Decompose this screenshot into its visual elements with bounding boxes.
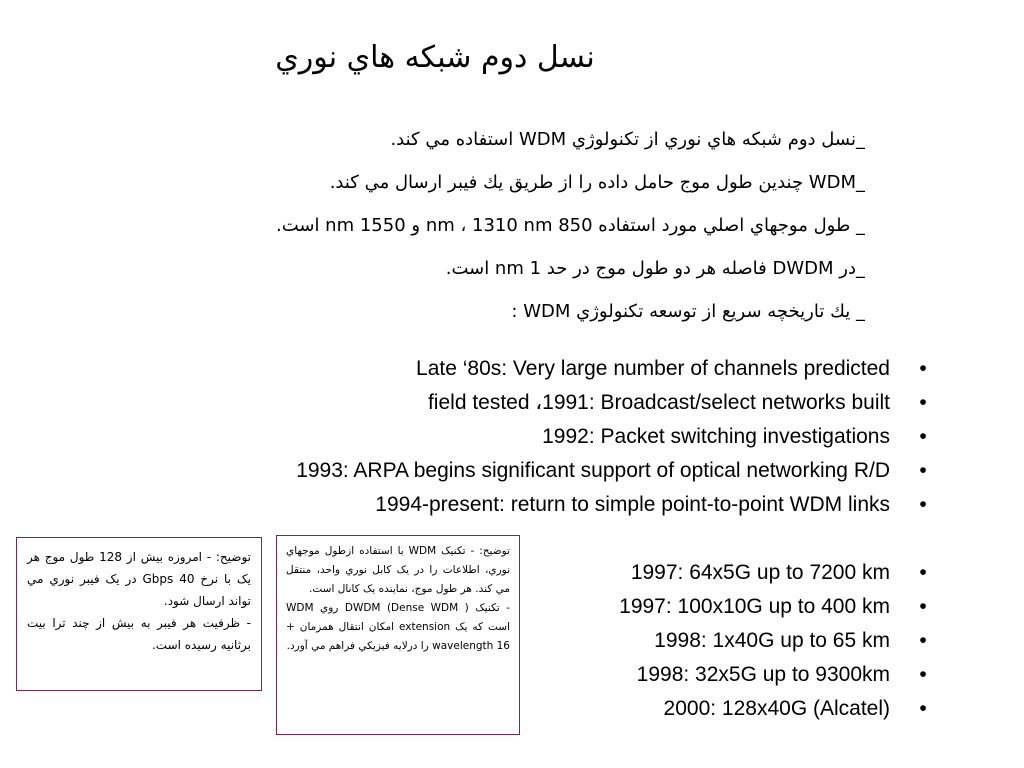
- bullet-dot: •: [919, 663, 927, 686]
- bullet-dot: •: [919, 391, 927, 414]
- persian-line-1: _نسل دوم شبكه هاي نوري از تكنولوژي WDM استفاده مي كند.: [390, 129, 865, 150]
- history-bullet-list: [100, 352, 930, 522]
- record-bullet: [540, 658, 930, 692]
- bullet-dot: •: [919, 459, 927, 482]
- bullet-dot: •: [919, 357, 927, 380]
- history-bullet: [100, 454, 930, 488]
- note-box-wdm-dwdm: [276, 535, 520, 735]
- bullet-dot: •: [919, 629, 927, 652]
- history-bullet-text: field tested ،1991: Broadcast/select networks built: [427, 391, 890, 414]
- note-box-capacity: [16, 537, 262, 691]
- persian-line-4: _در DWDM فاصله هر دو طول موج در حد 1 nm است.: [445, 258, 865, 279]
- history-bullet: [100, 488, 930, 522]
- bullet-dot: •: [919, 697, 927, 720]
- record-bullet-text: 1997: 64x5G up to 7200 km: [630, 561, 890, 584]
- history-bullet-text: 1992: Packet switching investigations: [542, 425, 890, 448]
- bullet-dot: •: [919, 561, 927, 584]
- persian-line-2: _WDM چندين طول موج حامل داده را از طريق يك فيبر ارسال مي كند.: [329, 172, 865, 193]
- record-bullet-text: 1997: 100x10G up to 400 km: [619, 595, 890, 618]
- bullet-dot: •: [919, 493, 927, 516]
- record-bullet: [540, 590, 930, 624]
- record-bullet-text: 2000: 128x40G (Alcatel): [663, 697, 890, 720]
- persian-text-block: [150, 118, 865, 333]
- note-left-line-1: توضيح: - امروزه بيش از 128 طول موج هر یک با نرخ 40 Gbps در یک فيبر نوري مي تواند ارسال شود.: [27, 550, 251, 608]
- bullet-dot: •: [919, 595, 927, 618]
- record-bullet: [540, 692, 930, 726]
- record-bullet-text: 1998: 1x40G up to 65 km: [654, 629, 890, 652]
- persian-line-3: _ طول موجهاي اصلي مورد استفاده 850 nm ، 1310 nm و 1550 nm است.: [275, 215, 865, 236]
- record-bullet-text: 1998: 32x5G up to 9300km: [636, 663, 890, 686]
- record-bullet: [540, 556, 930, 590]
- history-bullet-text: Late ‘80s: Very large number of channels predicted: [416, 357, 890, 380]
- history-bullet-text: 1994-present: return to simple point-to-point WDM links: [375, 493, 890, 516]
- note-left-line-2: - ظرفيت هر فيبر به بيش از چند ترا بيت برثانيه رسيده است.: [27, 616, 251, 652]
- history-bullet: [100, 420, 930, 454]
- persian-line-5: _ يك تاريخچه سريع از توسعه تكنولوژي WDM :: [511, 301, 865, 322]
- note-right-line-2: - تکنيک ( DWDM (Dense WDM روي WDM است كه یک extension امكان انتقال همزمان + wavelength 16 را درلايه فيزيكي فراهم مي آورد.: [286, 602, 510, 652]
- slide-title: نسل دوم شبكه هاي نوري: [275, 40, 595, 75]
- records-bullet-list: [540, 556, 930, 726]
- history-bullet: [100, 386, 930, 420]
- record-bullet: [540, 624, 930, 658]
- bullet-dot: •: [919, 425, 927, 448]
- note-right-line-1: توضيح: - تکنيک WDM با استفاده ازطول موجهاي نوري، اطلاعات را در یک کابل نوري واحد، منتقل مي كند. هر طول موج، نماينده یک کانال است.: [286, 545, 510, 595]
- history-bullet-text: 1993: ARPA begins significant support of optical networking R/D: [296, 459, 890, 482]
- history-bullet: [100, 352, 930, 386]
